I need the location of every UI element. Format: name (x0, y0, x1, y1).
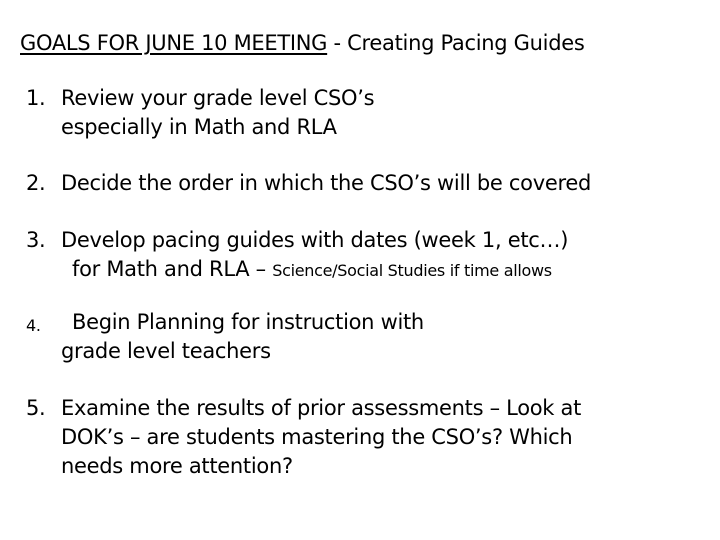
list-item-text-line: Decide the order in which the CSO’s will be covered (61, 171, 591, 195)
list-item-text-line: Develop pacing guides with dates (week 1, etc…) (61, 228, 569, 252)
list-item-4 (26, 308, 424, 366)
title-underlined-text: GOALS FOR JUNE 10 MEETING (20, 31, 328, 55)
list-item-number: 2. (26, 171, 46, 195)
title-subtitle-text: - Creating Pacing Guides (327, 31, 585, 55)
list-item-number: 3. (26, 228, 46, 252)
list-item-text-small: Science/Social Studies if time allows (272, 261, 552, 280)
list-item-5 (26, 394, 581, 481)
slide-title (20, 30, 584, 56)
list-item-1 (26, 84, 374, 142)
list-item-text-line: grade level teachers (61, 339, 271, 363)
list-item-text-line: DOK’s – are students mastering the CSO’s? Which (61, 425, 573, 449)
list-item-text-line: especially in Math and RLA (61, 115, 337, 139)
list-item-text-line: Examine the results of prior assessments – Look at (61, 396, 582, 420)
list-item-number: 5. (26, 396, 46, 420)
list-item-text-line: needs more attention? (61, 454, 293, 478)
list-item-text-line: Begin Planning for instruction with (72, 310, 424, 334)
list-item-text-line: Review your grade level CSO’s (61, 86, 375, 110)
list-item-text-line (26, 255, 568, 285)
list-item-number: 4. (26, 316, 41, 335)
list-item-3 (26, 226, 568, 285)
list-item-text-main: for Math and RLA – (72, 257, 273, 281)
list-item-2 (26, 169, 591, 198)
list-item-number: 1. (26, 86, 46, 110)
